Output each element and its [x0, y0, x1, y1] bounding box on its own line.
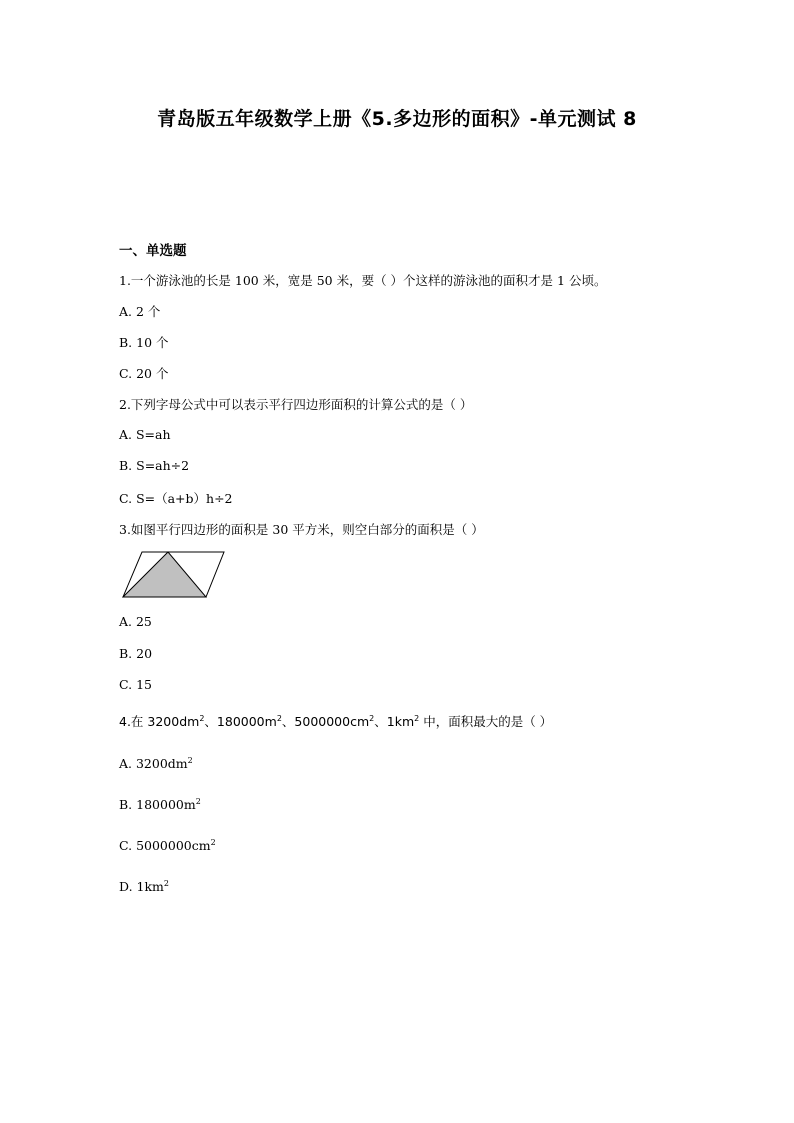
option-sup: 2	[187, 756, 193, 765]
question-4-stem	[119, 712, 552, 730]
option-sup: 2	[163, 879, 169, 888]
question-2-option-c: C. S=（a+b）h÷2	[119, 491, 233, 506]
option-sup: 2	[210, 838, 216, 847]
question-2-option-a: A. S=ah	[119, 427, 171, 442]
section-heading: 一、单选题	[119, 243, 187, 259]
q4-sup: 2	[276, 714, 282, 723]
page-title: 青岛版五年级数学上册《5.多边形的面积》-单元测试 8	[157, 108, 637, 130]
q4-sup: 2	[414, 714, 420, 723]
question-2-stem: 2.下列字母公式中可以表示平行四边形面积的计算公式的是（ ）	[119, 397, 473, 412]
question-1-option-c: C. 20 个	[119, 366, 169, 381]
question-4-option-c	[119, 838, 216, 853]
q4-stem-part1: 、180000m	[204, 714, 277, 729]
q4-stem-part3: 、1km	[374, 714, 415, 729]
question-4-option-b	[119, 797, 201, 812]
question-3-option-c: C. 15	[119, 677, 152, 692]
option-text: D. 1km	[119, 879, 164, 894]
q4-stem-part2: 、5000000cm	[281, 714, 370, 729]
question-4-option-d	[119, 879, 169, 894]
question-3-option-b: B. 20	[119, 646, 153, 661]
question-2-option-b: B. S=ah÷2	[119, 458, 190, 473]
q4-sup: 2	[369, 714, 375, 723]
parallelogram-figure	[122, 550, 226, 600]
question-3-stem: 3.如图平行四边形的面积是 30 平方米，则空白部分的面积是（ ）	[119, 522, 484, 537]
q4-sup: 2	[199, 714, 205, 723]
question-1-stem: 1.一个游泳池的长是 100 米，宽是 50 米，要（ ）个这样的游泳池的面积才是 1 公顷。	[119, 273, 607, 288]
option-text: A. 3200dm	[119, 756, 188, 771]
question-1-option-b: B. 10 个	[119, 335, 169, 350]
option-text: B. 180000m	[119, 797, 196, 812]
question-1-option-a: A. 2 个	[119, 304, 161, 319]
q4-stem-lead: 4.在 3200dm	[119, 714, 200, 729]
option-sup: 2	[195, 797, 201, 806]
option-text: C. 5000000cm	[119, 838, 211, 853]
q4-stem-tail: 中，面积最大的是（ ）	[419, 714, 553, 729]
question-4-option-a	[119, 756, 193, 771]
question-3-option-a: A. 25	[119, 614, 152, 629]
